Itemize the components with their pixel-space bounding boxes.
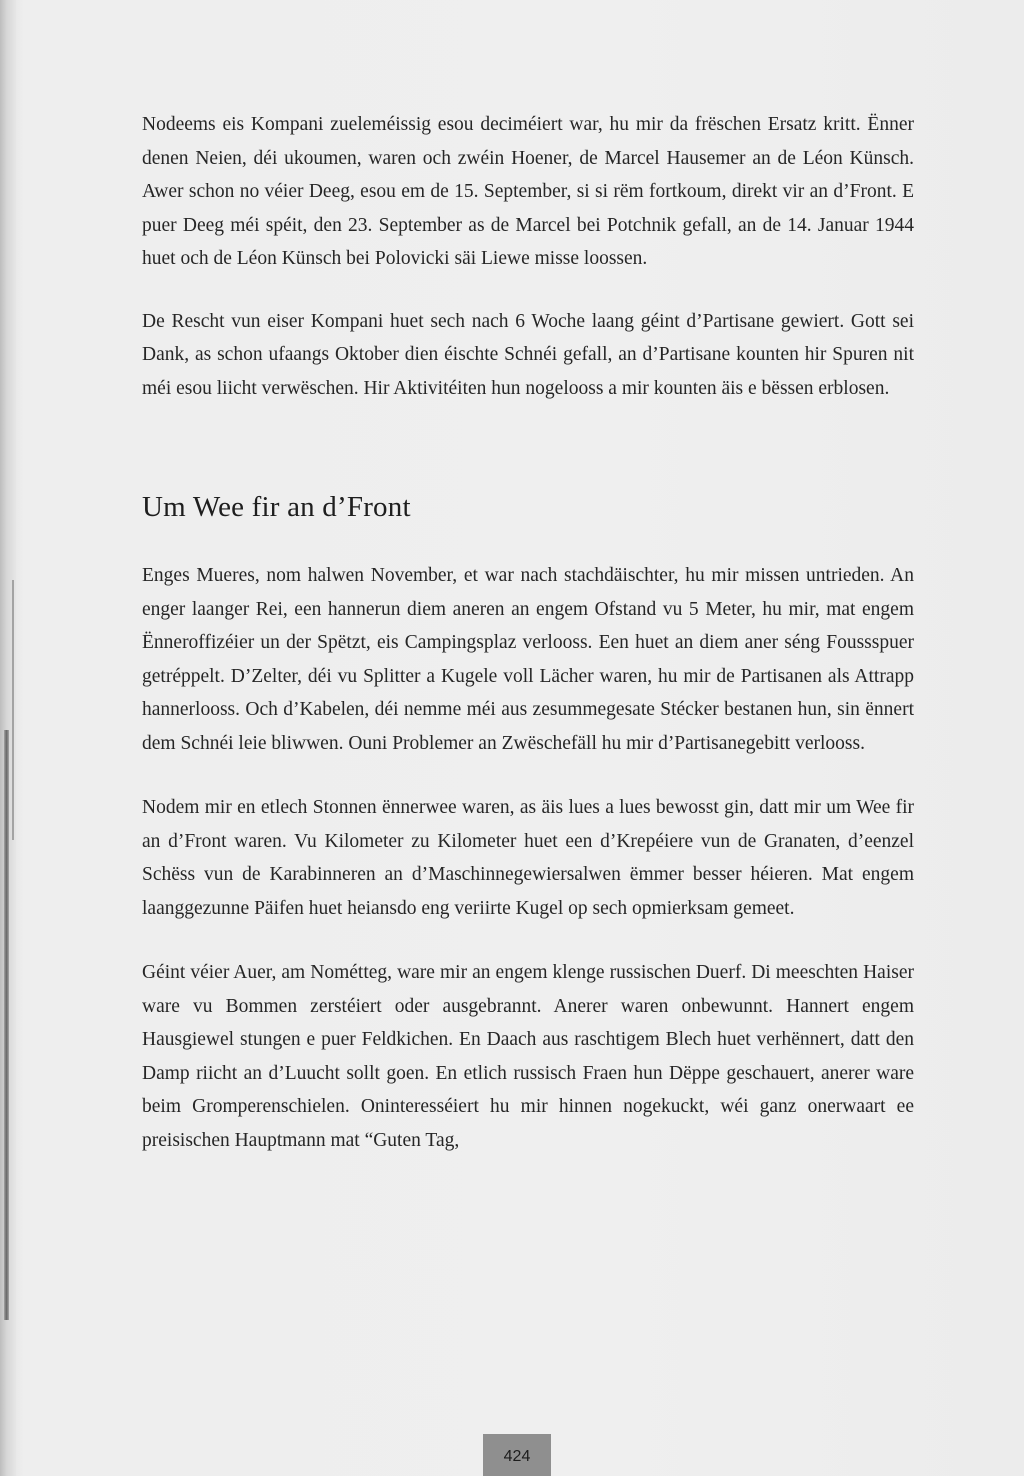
section-heading: Um Wee fir an d’Front — [142, 491, 411, 523]
paragraph-3: Enges Mueres, nom halwen November, et war nach stachdäischter, hu mir missen untrieden. An enger laanger Rei, een hannerun diem aneren an engem Ofstand vu 5 Meter, hu mir, mat engem Ënneroffizéier un der Spëtzt, eis Campingsplaz verlooss. Een huet an diem aner séng Foussspuer getréppelt. D’Zelter, déi vu Splitter a Kugele voll Lächer waren, hu mir de Partisanen als Attrapp hannerlooss. Och d’Kabelen, déi nemme méi aus zesummegesate Stécker bestanen hun, sin ënnert dem Schnéi leie bliwwen. Ouni Problemer an Zwëschefäll hu mir d’Partisanegebitt verlooss. — [142, 565, 914, 754]
paragraph-4: Nodem mir en etlech Stonnen ënnerwee waren, as äis lues a lues bewosst gin, datt mir um Wee fir an d’Front waren. Vu Kilometer zu Kilometer huet een d’Krepéiere vun de Granaten, d’eenzel Schëss vun de Karabinneren an d’Maschinnegewiersalwen ëmmer besser héieren. Mat engem laanggezunne Päifen huet heiansdo eng veriirte Kugel op sech opmierksam gemeet. — [142, 797, 914, 919]
paragraph-5: Géint véier Auer, am Nométteg, ware mir an engem klenge russischen Duerf. Di meeschten Haiser ware vu Bommen zerstéiert oder ausgebrannt. Anerer waren onbewunnt. Hannert engem Hausgiewel stungen e puer Feldkichen. En Daach aus raschtigem Blech huet verhënnert, datt den Damp riicht an d’Luucht sollt goen. En etlich russisch Fraen hun Dëppe geschauert, anerer ware beim Gromperenschielen. Oninteresséiert hu mir hinnen nogekuckt, wéi ganz onerwaart ee preisischen Hauptmann mat “Guten Tag, — [142, 962, 914, 1151]
paragraph-1: Nodeems eis Kompani zueleméissig esou deciméiert war, hu mir da frëschen Ersatz kritt. Ënner denen Neien, déi ukoumen, waren och zwéin Hoener, de Marcel Hausemer an de Léon Künsch. Awer schon no véier Deeg, esou em de 15. September, si si rëm fortkoum, direkt vir an d’Front. E puer Deeg méi spéit, den 23. September as de Marcel bei Potchnik gefall, an de 14. Januar 1944 huet och de Léon Künsch bei Polovicki säi Liewe misse loossen. — [142, 114, 914, 269]
page-number: 424 — [483, 1434, 551, 1476]
page-text-block — [142, 108, 914, 1157]
binding-line — [12, 580, 14, 840]
binding-shadow — [4, 730, 9, 1320]
paragraph-2: De Rescht vun eiser Kompani huet sech nach 6 Woche laang géint d’Partisane gewiert. Gott sei Dank, as schon ufaangs Oktober dien éischte Schnéi gefall, an d’Partisane kounten hir Spuren nit méi esou liicht verwëschen. Hir Aktivitéiten hun nogelooss a mir kounten äis e bëssen erblosen. — [142, 310, 914, 399]
